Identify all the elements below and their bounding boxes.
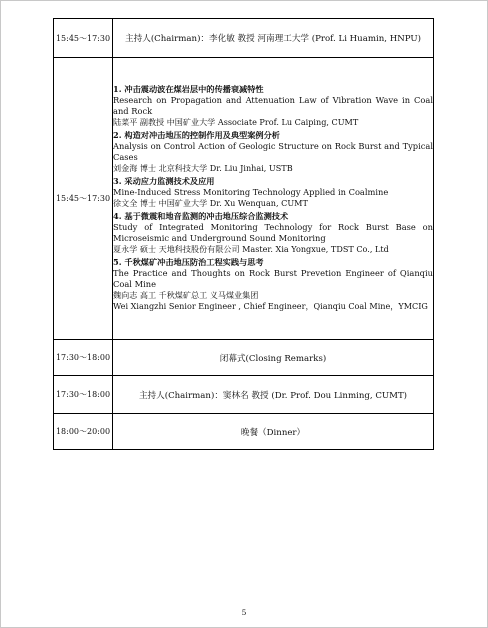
talk-item (113, 130, 433, 174)
talk-title: 4. 基于微震和地音监测的冲击地压综合监测技术 (113, 210, 289, 221)
talk-english-title: Mine-Induced Stress Monitoring Technology Applied in Coalmine (113, 186, 389, 197)
talk-item (113, 84, 433, 128)
talk-speaker: 夏永学 硕士 天地科技股份有限公司 Master. Xia Yongxue, TDST Co., Ltd (113, 243, 389, 254)
talk-item (113, 176, 433, 209)
schedule-table (53, 18, 434, 450)
talk-speaker: 刘金海 博士 北京科技大学 Dr. Liu Jinhai, USTB (113, 162, 293, 173)
time-cell: 17:30～18:00 (54, 340, 113, 376)
talk-title: 2. 构造对冲击地压的控制作用及典型案例分析 (113, 129, 280, 140)
time-cell: 15:45～17:30 (54, 58, 113, 340)
talk-speaker: 魏向志 高工 千秋煤矿总工 义马煤业集团 (113, 289, 259, 300)
talk-speaker: 陆菜平 副教授 中国矿业大学 Associate Prof. Lu Caiping, CUMT (113, 116, 359, 127)
talk-english-title: The Practice and Thoughts on Rock Burst Prevetion Engineer of Qianqiu Coal Mine (113, 267, 433, 289)
table-row (54, 414, 434, 450)
dinner-cell: 晚餐（Dinner） (113, 414, 434, 450)
talk-title: 5. 千秋煤矿冲击地压防治工程实践与思考 (113, 256, 264, 267)
page-number: 5 (241, 608, 247, 617)
chairman-cell: 主持人(Chairman)：李化敏 教授 河南理工大学 (Prof. Li Huamin, HNPU) (113, 19, 434, 58)
table-row (54, 19, 434, 58)
table-row (54, 340, 434, 376)
closing-remarks-cell: 闭幕式(Closing Remarks) (113, 340, 434, 376)
time-cell: 18:00～20:00 (54, 414, 113, 450)
table-row (54, 58, 434, 340)
talk-title: 3. 采动应力监测技术及应用 (113, 175, 215, 186)
talk-item (113, 211, 433, 255)
time-cell: 15:45～17:30 (54, 19, 113, 58)
talk-title: 1. 冲击震动波在煤岩层中的传播衰减特性 (113, 83, 264, 94)
table-row (54, 376, 434, 414)
talk-english-title: Analysis on Control Action of Geologic Structure on Rock Burst and Typical Cases (113, 140, 433, 162)
talk-speaker-english: Wei Xiangzhi Senior Engineer , Chief Engineer，Qianqiu Coal Mine，YMCIG (113, 300, 428, 311)
chairman-cell: 主持人(Chairman)：窦林名 教授 (Dr. Prof. Dou Linming, CUMT) (113, 376, 434, 414)
talk-english-title: Study of Integrated Monitoring Technology for Rock Burst Base on Microseismic and Underground Sound Monitoring (113, 221, 433, 243)
talk-speaker: 徐文全 博士 中国矿业大学 Dr. Xu Wenquan, CUMT (113, 197, 308, 208)
talk-english-title: Research on Propagation and Attenuation Law of Vibration Wave in Coal and Rock (113, 94, 433, 116)
time-cell: 17:30～18:00 (54, 376, 113, 414)
talks-cell (113, 58, 434, 340)
talk-item (113, 257, 433, 312)
